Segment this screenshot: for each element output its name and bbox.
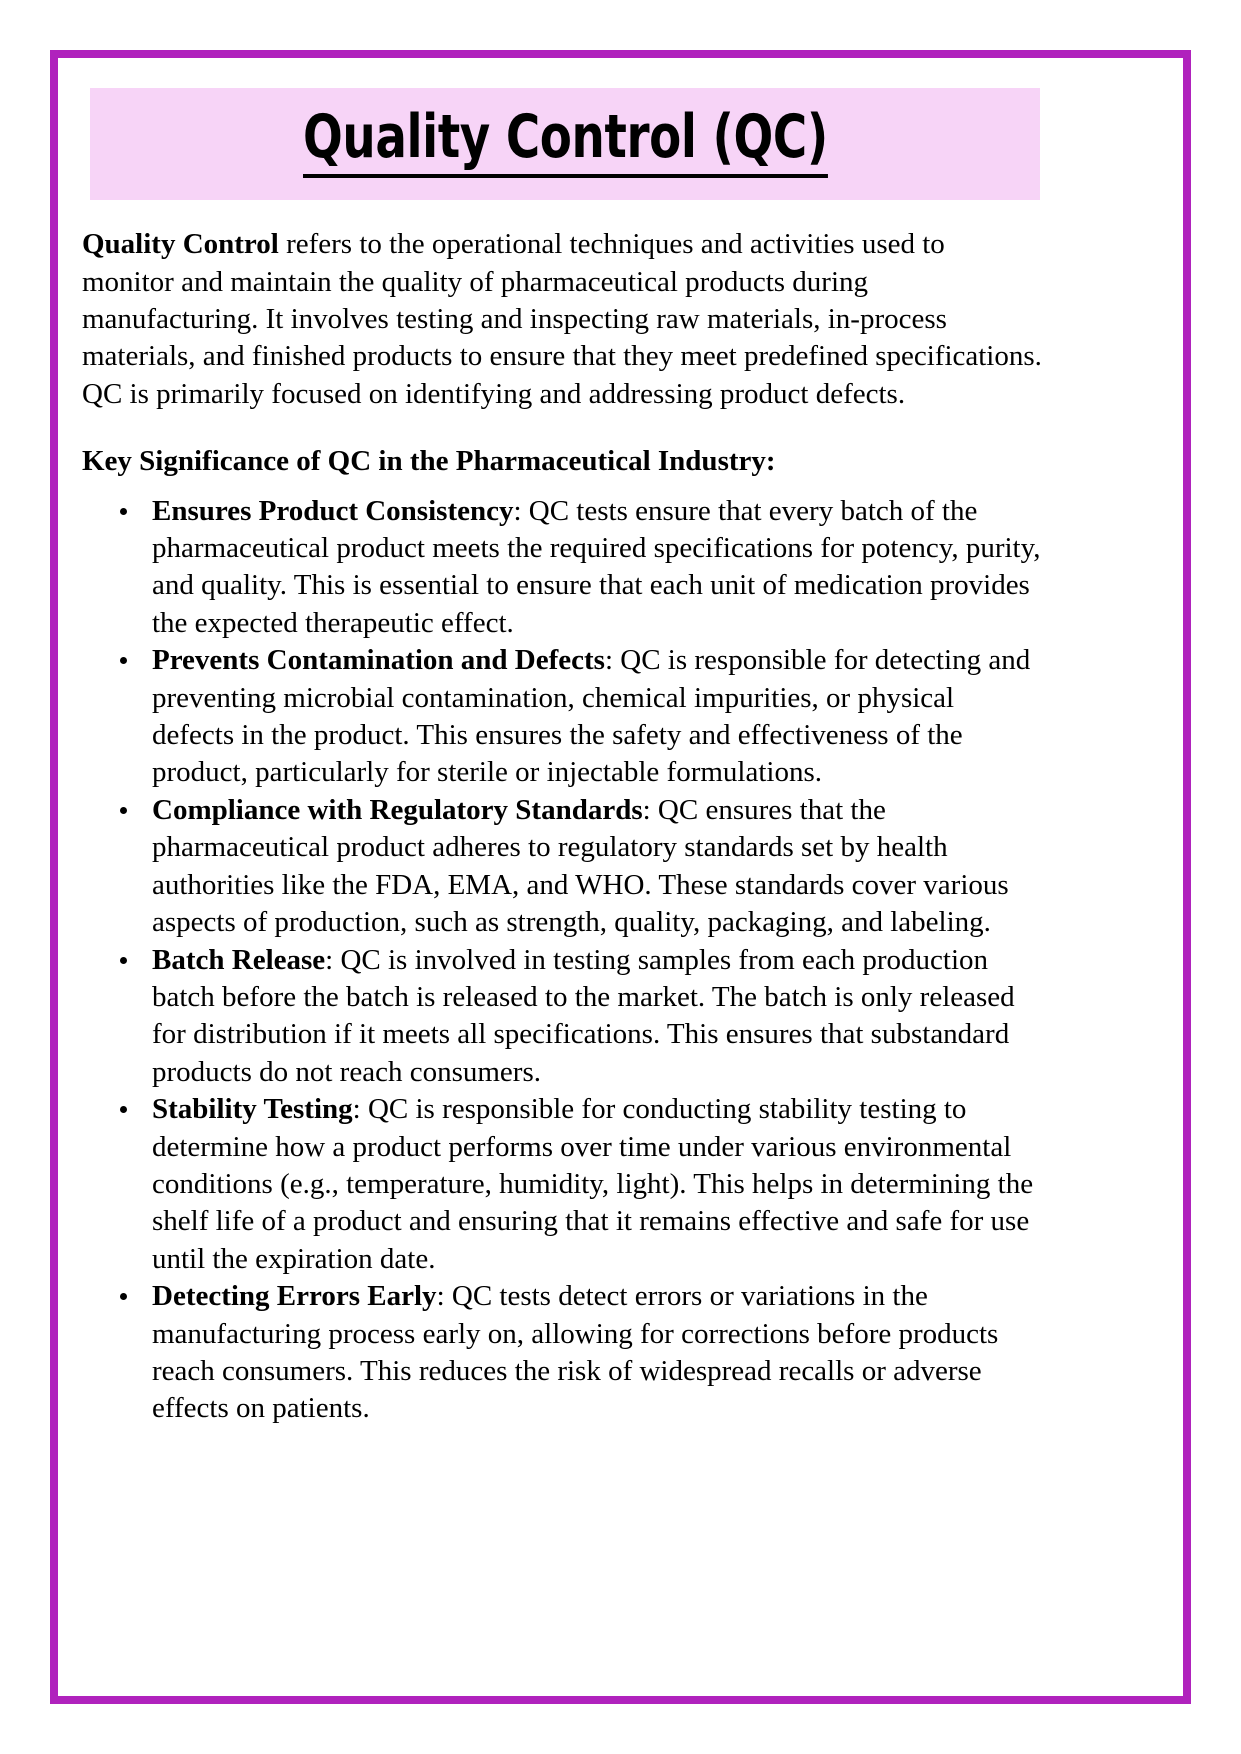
intro-paragraph (82, 226, 1042, 413)
list-item (82, 493, 1042, 643)
significance-list (82, 493, 1042, 1428)
intro-body-text: refers to the operational techniques and activities used to monitor and maintain the quality of pharmaceutical products during manufacturing. It involves testing and inspecting raw materials, in-process materials, and finished products to ensure that they meet predefined specifications. QC is primarily focused on identifying and addressing product defects. (82, 228, 1042, 410)
section-heading: Key Significance of QC in the Pharmaceutical Industry: (82, 445, 776, 478)
list-item-term: Detecting Errors Early (152, 1280, 437, 1313)
bullet-dot-icon (120, 807, 127, 814)
list-item (82, 1278, 1042, 1428)
list-item (82, 792, 1042, 942)
title-banner (90, 88, 1040, 200)
list-item-term: Ensures Product Consistency (152, 494, 514, 527)
list-item-term: Stability Testing (152, 1093, 353, 1126)
intro-lead-term: Quality Control (82, 228, 279, 261)
list-item-term: Compliance with Regulatory Standards (152, 793, 643, 826)
list-item (82, 942, 1042, 1092)
list-item-text: : QC tests detect errors or variations in the manufacturing process early on, allowing for corrections before products reach consumers. This reduces the risk of widespread recalls or adverse effects on patients. (152, 1280, 999, 1425)
list-item (82, 642, 1042, 792)
list-item-text: : QC is responsible for conducting stability testing to determine how a product performs over time under various environmental conditions (e.g., temperature, humidity, light). This helps in determining the shelf life of a product and ensuring that it remains effective and safe for use until the expiration date. (152, 1093, 1034, 1275)
page-content (80, 88, 1160, 1428)
list-item-text: : QC ensures that the pharmaceutical product adheres to regulatory standards set by health authorities like the FDA, EMA, and WHO. These standards cover various aspects of production, such as strength, quality, packaging, and labeling. (152, 793, 1009, 939)
bullet-dot-icon (120, 957, 127, 964)
bullet-dot-icon (120, 1293, 127, 1300)
bullet-dot-icon (120, 657, 127, 664)
body-content (80, 226, 1042, 1428)
bullet-dot-icon (120, 508, 127, 515)
list-item-text: : QC tests ensure that every batch of the pharmaceutical product meets the required specifications for potency, purity, and quality. This is essential to ensure that each unit of medication provides the expected therapeutic effect. (152, 494, 1041, 639)
list-item (82, 1091, 1042, 1278)
page-title: Quality Control (QC) (303, 104, 828, 178)
list-item-text: : QC is responsible for detecting and preventing microbial contamination, chemical impurities, or physical defects in the product. This ensures the safety and effectiveness of the product, particularly for sterile or injectable formulations. (152, 644, 1031, 789)
list-item-text: : QC is involved in testing samples from each production batch before the batch is released to the market. The batch is only released for distribution if it meets all specifications. This ensures that substandard products do not reach consumers. (152, 943, 1015, 1088)
bullet-dot-icon (120, 1106, 127, 1113)
list-item-term: Prevents Contamination and Defects (152, 644, 605, 677)
list-item-term: Batch Release (152, 943, 326, 976)
